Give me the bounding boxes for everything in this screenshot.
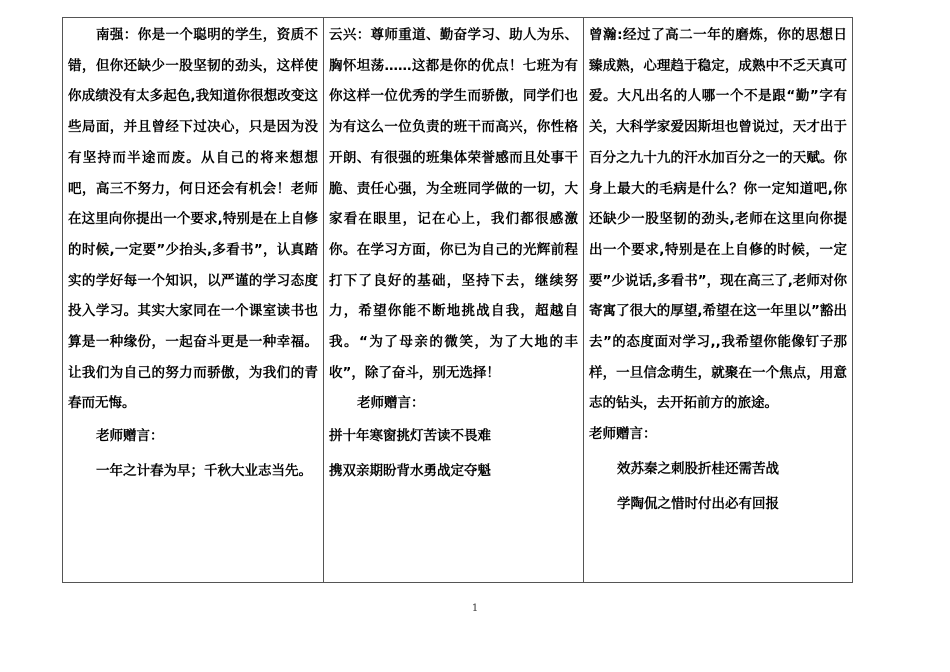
comment-column-1 [63, 18, 323, 582]
comment-table [62, 17, 853, 583]
teacher-comment: 南强：你是一个聪明的学生，资质不错，但你还缺少一股坚韧的劲头，这样使你成绩没有太多起色,我知道你很想改变这些局面，并且曾经下过决心，只是因为没有坚持而半途而废。从自己的将来想想吧，高三不努力，何日还会有机会！老师在这里向你提出一个要求,特别是在上自修的时候,一定要”少抬头,多看书”，认真踏实的学好每一个知识，以严谨的学习态度投入学习。其实大家同在一个课室读书也算是一种缘份，一起奋斗更是一种幸福。让我们为自己的努力而骄傲，为我们的青春而无悔。 [68, 27, 318, 412]
teacher-verse: 学陶侃之惜时付出必有回报 [617, 495, 779, 512]
comment-column-2 [323, 18, 583, 582]
teacher-verse: 一年之计春为早；千秋大业志当先。 [96, 462, 312, 479]
teacher-comment: 曾瀚:经过了高二一年的磨炼，你的思想日臻成熟，心理趋于稳定，成熟中不乏天真可爱。大凡出名的人哪一个不是跟“勤”字有关，大科学家爱因斯坦也曾说过，天才出于百分之九十九的汗水加百分之一的天赋。你身上最大的毛病是什么？你一定知道吧,你还缺少一股坚韧的劲头,老师在这里向你提出一个要求,特别是在上自修的时候，一定要”少说话,多看书”，现在高三了,老师对你寄寓了很大的厚望,希望在这一年里以”豁出去”的态度面对学习,,我希望你能像钉子那样，一旦信念萌生，就聚在一个焦点，用意志的钻头，去开拓前方的旅途。 [589, 27, 847, 412]
teacher-message-label: 老师赠言： [589, 426, 657, 443]
teacher-message-label: 老师赠言： [357, 395, 425, 412]
teacher-verse: 携双亲期盼背水勇战定夺魁 [329, 463, 491, 480]
page-number: 1 [471, 603, 479, 614]
teacher-verse: 拼十年寒窗挑灯苦读不畏难 [329, 428, 491, 445]
comment-column-3 [583, 18, 852, 582]
teacher-message-label: 老师赠言： [96, 428, 164, 445]
teacher-verse: 效苏秦之刺股折桂还需苦战 [617, 460, 779, 477]
teacher-comment: 云兴：尊师重道、勤奋学习、助人为乐、胸怀坦荡……这都是你的优点！七班为有你这样一位优秀的学生而骄傲，同学们也为有这么一位负责的班干而高兴，你性格开朗、有很强的班集体荣誉感而且处事干脆、责任心强，为全班同学做的一切，大家看在眼里，记在心上，我们都很感激你。在学习方面，你已为自己的光辉前程打下了良好的基础，坚持下去，继续努力，希望你能不断地挑战自我，超越自我。“为了母亲的微笑，为了大地的丰收”，除了奋斗，别无选择！ [329, 27, 578, 381]
